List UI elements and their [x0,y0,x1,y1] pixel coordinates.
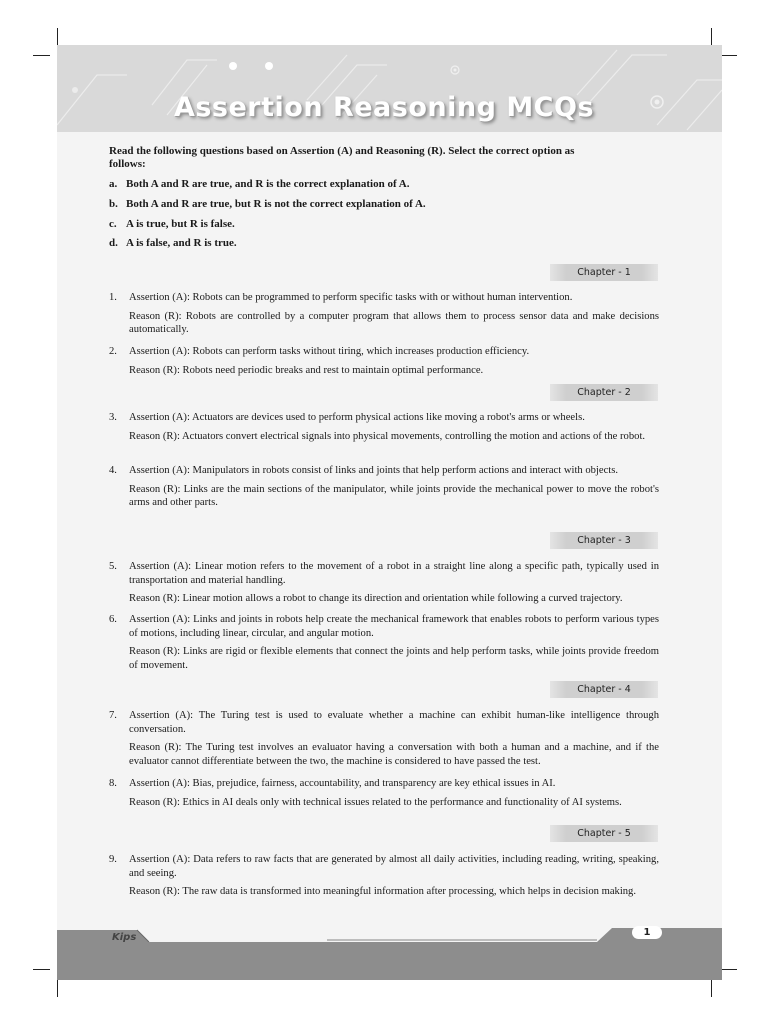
question-item: 7. Assertion (A): The Turing test is used to evaluate whether a machine can exhibit human-like intelligence through conversation. Reason (R): The Turing test involves an evaluator having a conversation with both a human and a machine, and if the evaluator cannot differentiate between the two, the machine is considered to have passed the test. [109,710,659,767]
question-item: 8. Assertion (A): Bias, prejudice, fairness, accountability, and transparency are key ethical issues in AI. Reason (R): Ethics in AI deals only with technical issues related to the performance and functionality of AI systems. [109,778,622,808]
chapter-label: Chapter - 2 [550,384,658,401]
footer-band [57,940,722,980]
page-number: 1 [632,926,662,939]
instructions: Read the following questions based on Assertion (A) and Reasoning (R). Select the correct option as follows: [109,145,575,170]
question-item: 6. Assertion (A): Links and joints in robots help create the mechanical framework that enables robots to perform various types of motions, including linear, circular, and angular motion. Reason (R): Links are rigid or flexible elements that connect the joints and help perform tasks, while joints provide freedom of movement. [109,614,659,671]
crop-mark [33,969,50,970]
chapter-label: Chapter - 1 [550,264,658,281]
brand-logo: Kips [112,932,137,943]
question-item: 9. Assertion (A): Data refers to raw facts that are generated by almost all daily activities, including reading, writing, speaking, and seeing. Reason (R): The raw data is transformed into meaningful information after processing, which helps in decision making. [109,854,659,897]
question-item: 1. Assertion (A): Robots can be programmed to perform specific tasks with or without human intervention. Reason (R): Robots are controlled by a computer program that allows them to process sensor data and make decisions automatically. [109,292,659,335]
option-d: d. A is false, and R is true. [109,237,237,249]
question-item: 2. Assertion (A): Robots can perform tasks without tiring, which increases production efficiency. Reason (R): Robots need periodic breaks and rest to maintain optimal performance. [109,346,530,376]
chapter-label: Chapter - 4 [550,681,658,698]
option-a: a. Both A and R are true, and R is the correct explanation of A. [109,178,410,190]
chapter-label: Chapter - 3 [550,532,658,549]
crop-mark [711,980,712,997]
crop-mark [57,980,58,997]
option-c: c. A is true, but R is false. [109,218,235,230]
option-b: b. Both A and R are true, but R is not the correct explanation of A. [109,198,426,210]
page-title: Assertion Reasoning MCQs [173,92,595,123]
question-item: 3. Assertion (A): Actuators are devices used to perform physical actions like moving a robot's arms or wheels. Reason (R): Actuators convert electrical signals into physical movements, controlling the motion and actions of the robot. [109,412,646,442]
crop-mark [33,55,50,56]
chapter-label: Chapter - 5 [550,825,658,842]
crop-mark [57,28,58,45]
question-item: 5. Assertion (A): Linear motion refers to the movement of a robot in a straight line along a specific path, typically used in transportation and material handling. Reason (R): Linear motion allows a robot to change its direction and orientation while following a curved trajectory. [109,561,659,604]
footer-stripes [57,928,722,942]
crop-mark [720,55,737,56]
crop-mark [720,969,737,970]
question-item: 4. Assertion (A): Manipulators in robots consist of links and joints that help perform actions and interact with objects. Reason (R): Links are the main sections of the manipulator, while joints provide the mechanical power to move the robot's arms and other parts. [109,465,659,508]
crop-mark [711,28,712,45]
